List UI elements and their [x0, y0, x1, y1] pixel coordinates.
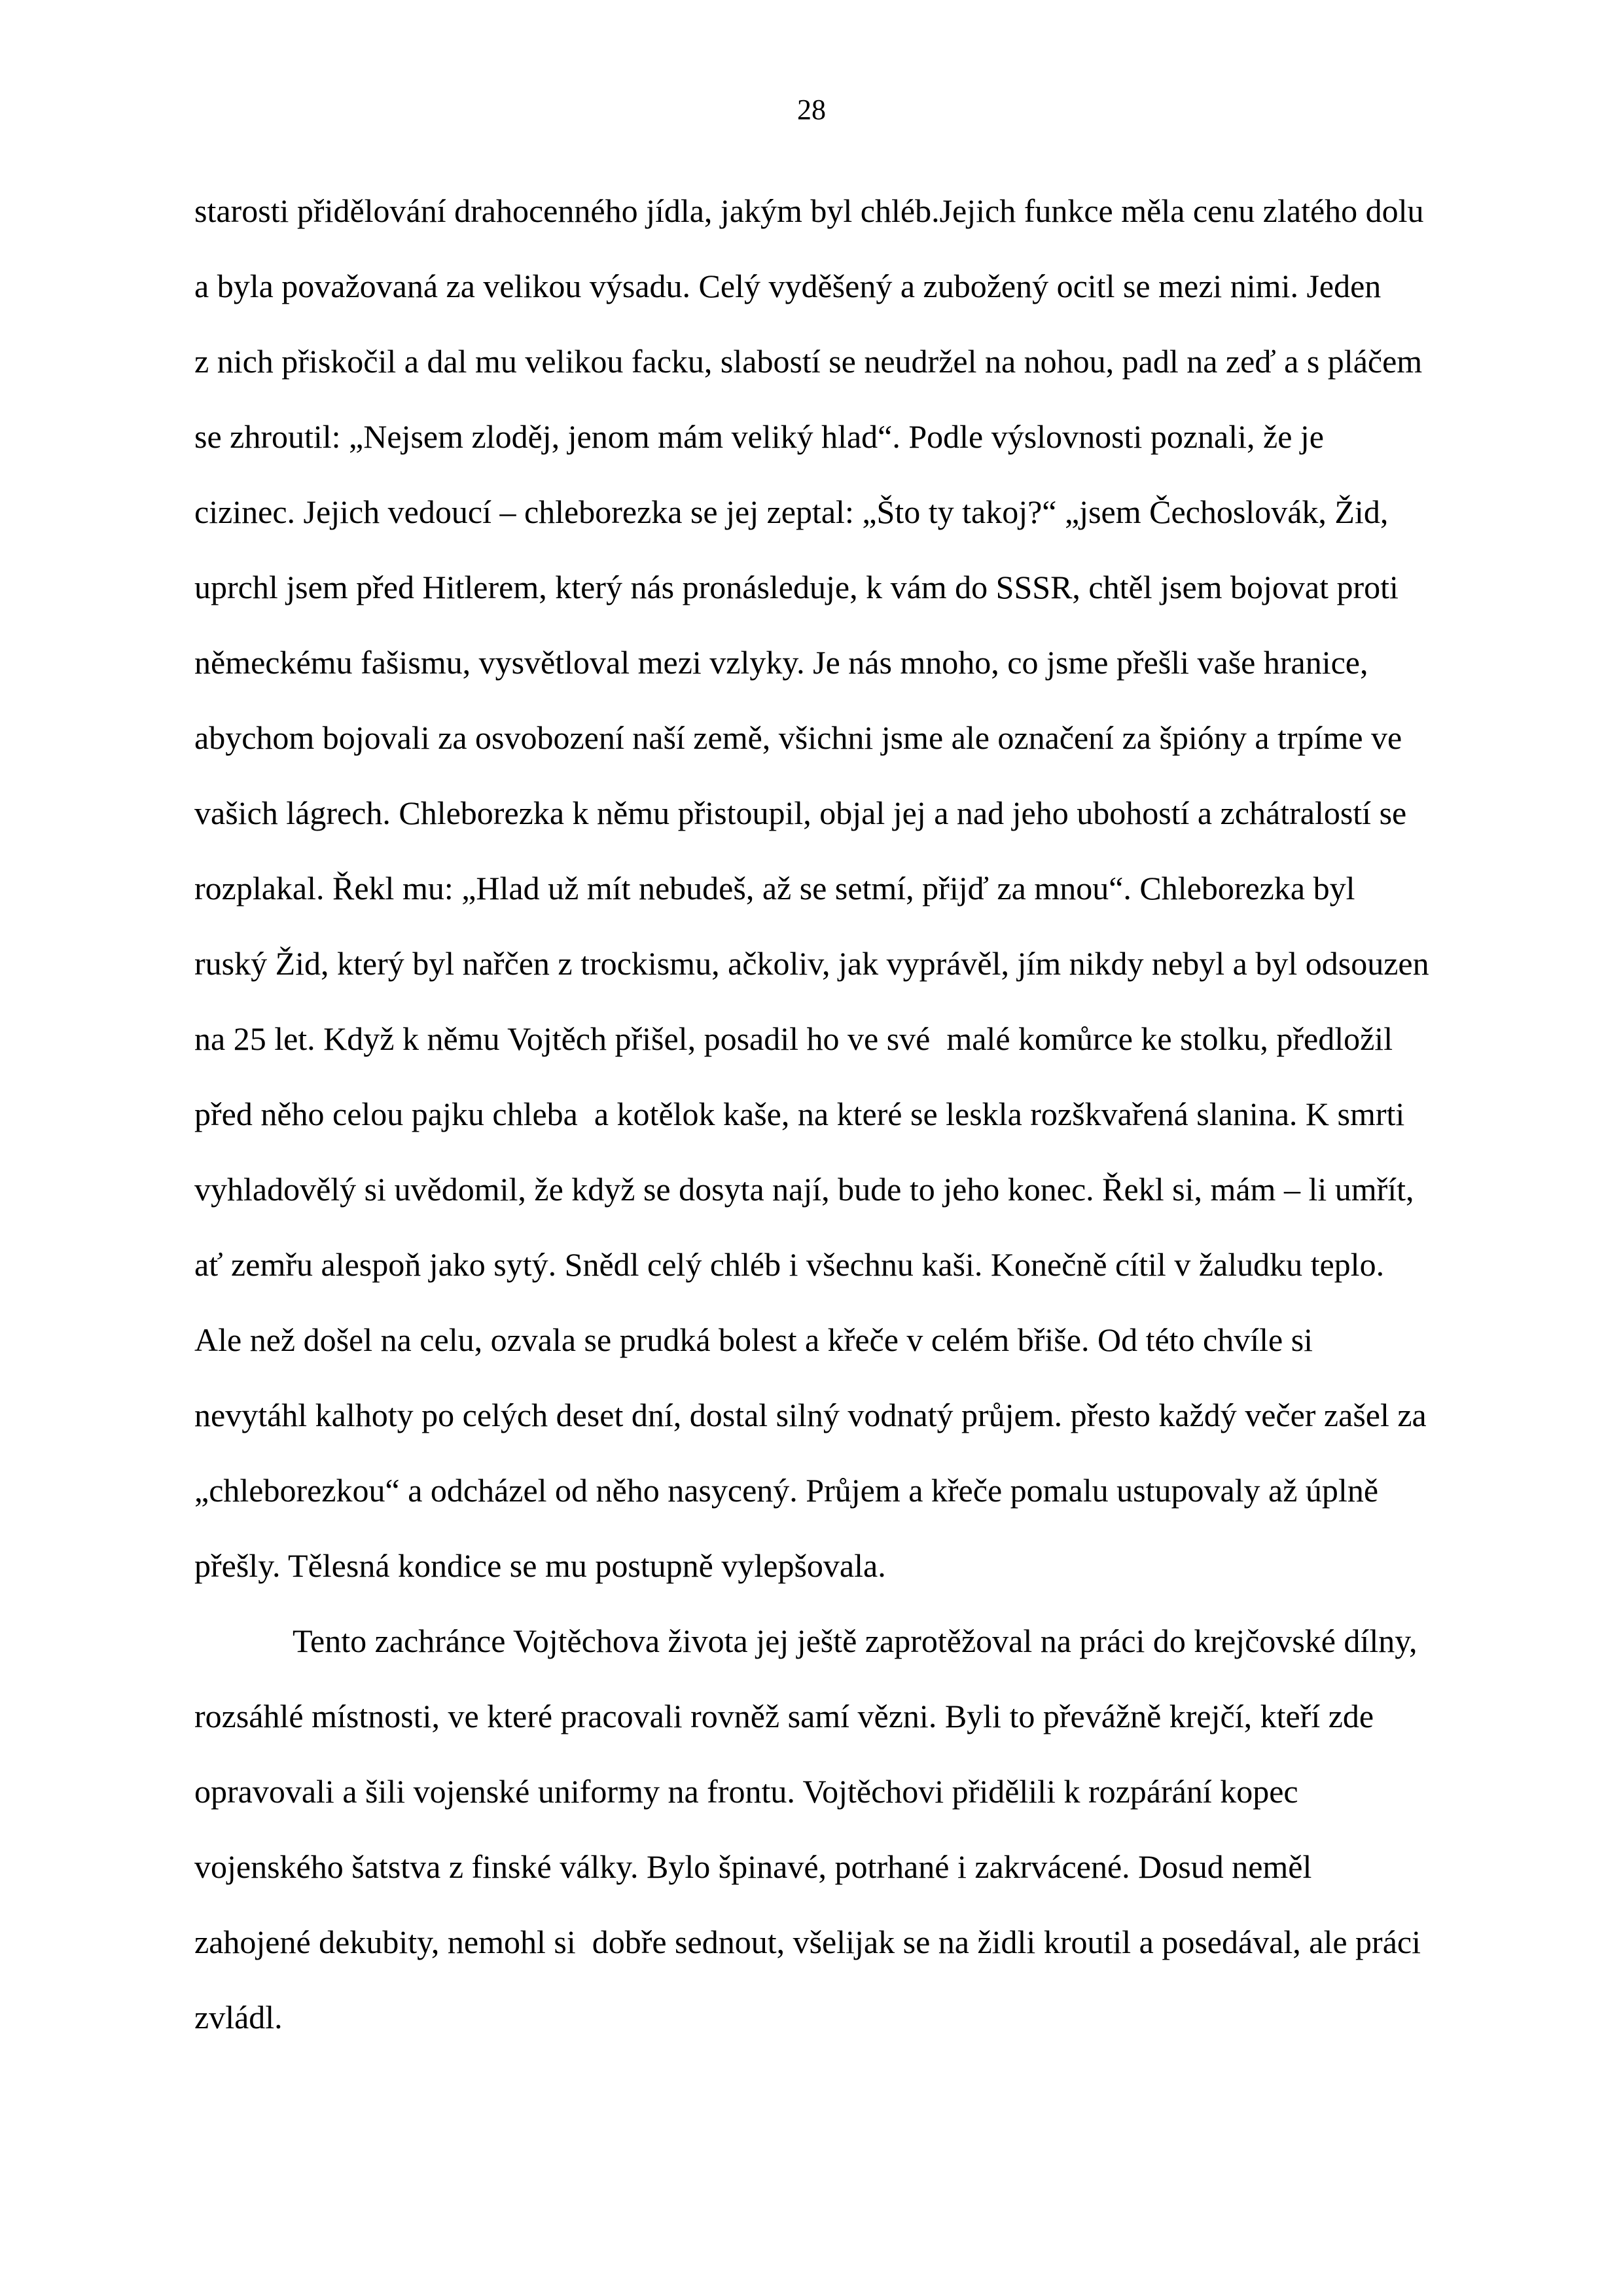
- paragraph-1: [194, 190, 1451, 1620]
- page-number: 28: [797, 94, 826, 126]
- text-line: ať zemřu alespoň jako sytý. Snědl celý chléb i všechnu kaši. Konečně cítil v žaludku teplo.: [194, 1246, 1385, 1283]
- body-text: [194, 190, 1451, 2072]
- text-line: vašich lágrech. Chleborezka k němu přistoupil, objal jej a nad jeho ubohostí a zchátralostí se: [194, 795, 1407, 831]
- text-line: Ale než došel na celu, ozvala se prudká bolest a křeče v celém břiše. Od této chvíle si: [194, 1321, 1313, 1358]
- text-line: a byla považovaná za velikou výsadu. Celý vyděšený a zubožený ocitl se mezi nimi. Jeden: [194, 268, 1382, 304]
- text-line: před něho celou pajku chleba a kotělok kaše, na které se leskla rozškvařená slanina. K smrti: [194, 1096, 1405, 1132]
- text-line: cizinec. Jejich vedoucí – chleborezka se jej zeptal: „Što ty takoj?“ „jsem Čechoslovák, Žid,: [194, 493, 1389, 530]
- paragraph-2: [194, 1620, 1451, 2072]
- text-line: z nich přiskočil a dal mu velikou facku, slabostí se neudržel na nohou, padl na zeď a s pláčem: [194, 343, 1423, 380]
- text-line: rozsáhlé místnosti, ve které pracovali rovněž samí vězni. Byli to převážně krejčí, kteří zde: [194, 1698, 1374, 1734]
- text-line: německému fašismu, vysvětloval mezi vzlyky. Je nás mnoho, co jsme přešli vaše hranice,: [194, 644, 1368, 681]
- text-line: „chleborezkou“ a odcházel od něho nasycený. Průjem a křeče pomalu ustupovaly až úplně: [194, 1472, 1379, 1509]
- text-line: opravovali a šili vojenské uniformy na frontu. Vojtěchovi přidělili k rozpárání kopec: [194, 1773, 1298, 1810]
- text-line: ruský Žid, který byl nařčen z trockismu, ačkoliv, jak vyprávěl, jím nikdy nebyl a byl odsouzen: [194, 945, 1429, 982]
- text-line: přešly. Tělesná kondice se mu postupně vylepšovala.: [194, 1547, 886, 1584]
- text-line: na 25 let. Když k němu Vojtěch přišel, posadil ho ve své malé komůrce ke stolku, předložil: [194, 1020, 1393, 1057]
- text-line: uprchl jsem před Hitlerem, který nás pronásleduje, k vám do SSSR, chtěl jsem bojovat proti: [194, 569, 1399, 605]
- text-line: se zhroutil: „Nejsem zloděj, jenom mám veliký hlad“. Podle výslovnosti poznali, že je: [194, 418, 1324, 455]
- text-line: vojenského šatstva z finské války. Bylo špinavé, potrhané i zakrvácené. Dosud neměl: [194, 1848, 1312, 1885]
- text-line: abychom bojovali za osvobození naší země, všichni jsme ale označení za špióny a trpíme ve: [194, 719, 1402, 756]
- text-line: rozplakal. Řekl mu: „Hlad už mít nebudeš, až se setmí, přijď za mnou“. Chleborezka byl: [194, 870, 1355, 906]
- text-line: nevytáhl kalhoty po celých deset dní, dostal silný vodnatý průjem. přesto každý večer zašel za: [194, 1397, 1427, 1433]
- text-line: zahojené dekubity, nemohl si dobře sednout, všelijak se na židli kroutil a posedával, ale práci: [194, 1924, 1421, 1960]
- text-line-indented: Tento zachránce Vojtěchova života jej ještě zaprotěžoval na práci do krejčovské dílny,: [293, 1623, 1418, 1659]
- text-line: vyhladovělý si uvědomil, že když se dosyta nají, bude to jeho konec. Řekl si, mám – li umřít,: [194, 1171, 1414, 1208]
- text-line: starosti přidělování drahocenného jídla, jakým byl chléb.Jejich funkce měla cenu zlatého dolu: [194, 192, 1424, 229]
- text-line: zvládl.: [194, 1999, 283, 2036]
